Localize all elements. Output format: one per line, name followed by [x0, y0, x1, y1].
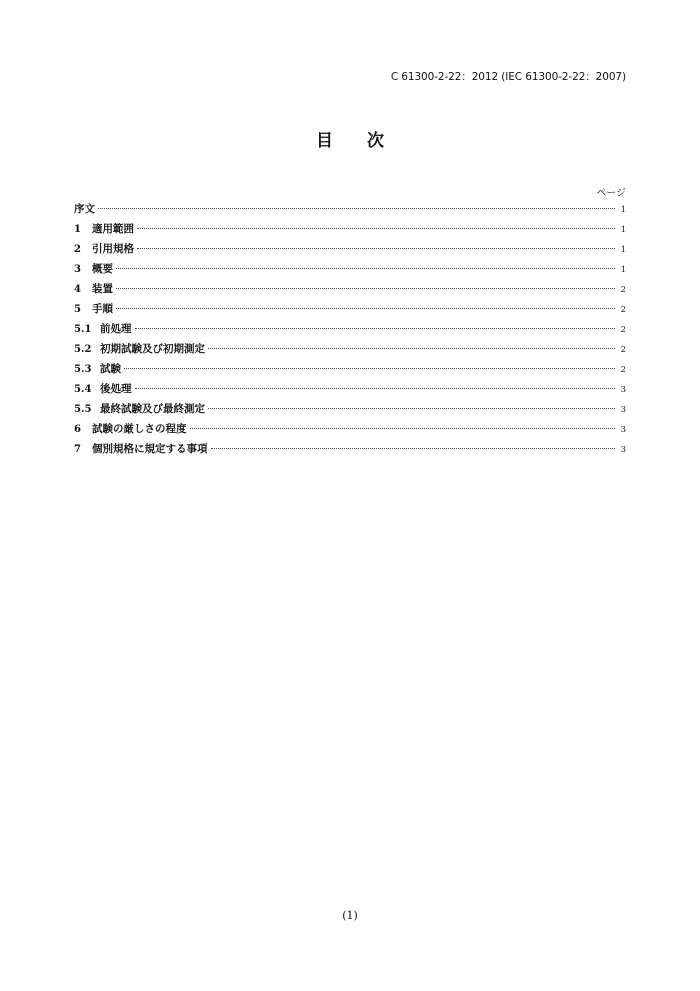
toc-entry-page: 3 — [620, 425, 626, 435]
toc-entry[interactable] — [74, 439, 626, 459]
toc-entry-title: 個別規格に規定する事項 — [92, 443, 208, 455]
toc-entry[interactable] — [74, 199, 626, 219]
toc-entry-number: 4 — [74, 284, 81, 295]
toc-entry-number: 1 — [74, 224, 81, 235]
page-column-label: ページ — [596, 188, 626, 199]
toc-dot-leader — [116, 288, 615, 289]
toc-entry-page: 2 — [620, 325, 626, 335]
toc-entry-title: 手順 — [92, 303, 113, 315]
toc-entry-page: 1 — [620, 265, 626, 275]
toc-entry-number: 5.5 — [74, 404, 92, 415]
toc-entry-title: 装置 — [92, 283, 113, 295]
toc-entry-number: 7 — [74, 444, 81, 455]
toc-entry-number: 5.1 — [74, 324, 92, 335]
toc-entry[interactable] — [74, 419, 626, 439]
toc-entry-page: 2 — [620, 345, 626, 355]
toc-entry[interactable] — [74, 259, 626, 279]
toc-entry-number: 3 — [74, 264, 81, 275]
toc-dot-leader — [135, 388, 616, 389]
toc-entry-number: 5 — [74, 304, 81, 315]
document-code: C 61300-2-22：2012 (IEC 61300-2-22：2007) — [390, 71, 626, 83]
toc-dot-leader — [137, 248, 615, 249]
page-title: 目 次 — [316, 131, 398, 151]
toc-dot-leader — [116, 268, 615, 269]
toc-entry-page: 3 — [620, 405, 626, 415]
toc-entry-number: 5.4 — [74, 384, 92, 395]
toc-entry-title: 試験 — [100, 363, 121, 375]
toc-entry[interactable] — [74, 299, 626, 319]
toc-entry-page: 1 — [620, 225, 626, 235]
toc-dot-leader — [208, 348, 615, 349]
table-of-contents — [74, 199, 626, 459]
toc-entry-number: 5.2 — [74, 344, 92, 355]
toc-entry-page: 2 — [620, 285, 626, 295]
toc-entry-page: 3 — [620, 385, 626, 395]
toc-dot-leader — [208, 408, 615, 409]
toc-entry-number: 5.3 — [74, 364, 92, 375]
toc-entry[interactable] — [74, 279, 626, 299]
toc-dot-leader — [124, 368, 615, 369]
toc-entry-page: 1 — [620, 245, 626, 255]
toc-entry-page: 3 — [620, 445, 626, 455]
toc-entry-number: 2 — [74, 244, 81, 255]
toc-entry-title: 適用範囲 — [92, 223, 134, 235]
footer-page-number: (1) — [342, 909, 358, 922]
toc-dot-leader — [135, 328, 616, 329]
toc-entry-title: 前処理 — [100, 323, 132, 335]
toc-entry[interactable] — [74, 319, 626, 339]
toc-entry-title: 後処理 — [100, 383, 132, 395]
toc-entry-page: 2 — [620, 365, 626, 375]
toc-entry[interactable] — [74, 339, 626, 359]
toc-entry[interactable] — [74, 239, 626, 259]
toc-entry-title: 試験の厳しさの程度 — [92, 423, 187, 435]
toc-entry-title: 初期試験及び初期測定 — [100, 343, 205, 355]
toc-entry-page: 1 — [620, 205, 626, 215]
toc-dot-leader — [116, 308, 615, 309]
toc-entry-title: 最終試験及び最終測定 — [100, 403, 205, 415]
toc-dot-leader — [98, 208, 615, 209]
toc-dot-leader — [211, 448, 616, 449]
toc-dot-leader — [137, 228, 615, 229]
toc-entry[interactable] — [74, 379, 626, 399]
toc-entry-title: 概要 — [92, 263, 113, 275]
toc-entry-title: 引用規格 — [92, 243, 134, 255]
toc-entry-title: 序文 — [74, 203, 95, 215]
toc-dot-leader — [190, 428, 616, 429]
toc-entry[interactable] — [74, 219, 626, 239]
toc-entry[interactable] — [74, 399, 626, 419]
toc-entry-number: 6 — [74, 424, 81, 435]
toc-entry-page: 2 — [620, 305, 626, 315]
toc-entry[interactable] — [74, 359, 626, 379]
